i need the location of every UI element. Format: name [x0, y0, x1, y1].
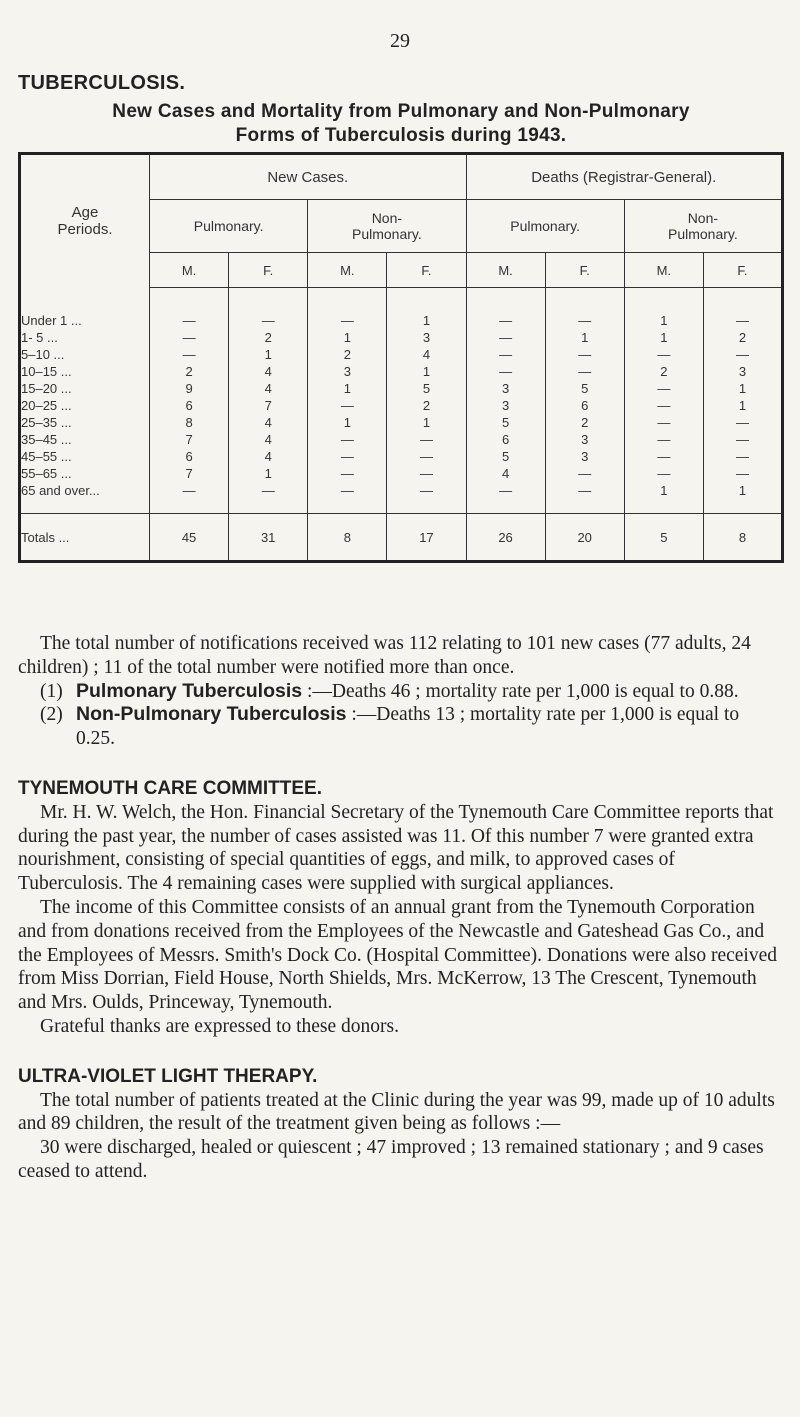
- tuberculosis-table: [18, 152, 784, 563]
- total-cell: 20: [545, 514, 624, 562]
- value-cell: 9: [150, 380, 229, 397]
- value-cell: —: [150, 346, 229, 363]
- age-header-line-1: Age: [71, 204, 99, 222]
- value-cell: —: [308, 397, 387, 414]
- age-periods-header: [20, 154, 150, 288]
- value-cell: —: [624, 397, 703, 414]
- age-period-cell: 25–35 ...: [20, 414, 150, 431]
- age-period-cell: 10–15 ...: [20, 363, 150, 380]
- value-cell: 6: [150, 397, 229, 414]
- col-m: M.: [308, 253, 387, 288]
- total-cell: 26: [466, 514, 545, 562]
- age-period-cell: 45–55 ...: [20, 448, 150, 465]
- value-cell: 1: [624, 329, 703, 346]
- value-cell: 7: [229, 397, 308, 414]
- table-row: [20, 329, 783, 346]
- table-row: [20, 346, 783, 363]
- table-row: [20, 448, 783, 465]
- value-cell: 3: [466, 380, 545, 397]
- value-cell: 3: [387, 329, 466, 346]
- table-row: [20, 465, 783, 482]
- value-cell: 4: [387, 346, 466, 363]
- value-cell: —: [308, 482, 387, 499]
- value-cell: 3: [545, 448, 624, 465]
- value-cell: —: [466, 312, 545, 329]
- col-f: F.: [387, 253, 466, 288]
- value-cell: —: [308, 312, 387, 329]
- value-cell: 2: [387, 397, 466, 414]
- value-cell: 7: [150, 465, 229, 482]
- value-cell: 2: [150, 363, 229, 380]
- table-title-line-2: Forms of Tuberculosis during 1943.: [235, 125, 567, 146]
- value-cell: 2: [545, 414, 624, 431]
- col-f: F.: [545, 253, 624, 288]
- new-non-pulmonary-header: [308, 200, 466, 253]
- value-cell: 1: [308, 414, 387, 431]
- value-cell: 4: [229, 431, 308, 448]
- total-cell: 8: [703, 514, 782, 562]
- care-committee-paragraph-1: Mr. H. W. Welch, the Hon. Financial Secretary of the Tynemouth Care Committee reports that during the past year, the number of cases assisted was 11. Of this number 7 were granted extra nourishment, consisting of special quantities of eggs, and milk, to approved cases of Tuberculosis. The 4 remaining cases were supplied with surgical appliances.: [18, 801, 774, 895]
- value-cell: —: [387, 465, 466, 482]
- total-cell: 31: [229, 514, 308, 562]
- value-cell: 4: [229, 380, 308, 397]
- value-cell: —: [545, 312, 624, 329]
- value-cell: —: [466, 363, 545, 380]
- new-cases-header: New Cases.: [150, 154, 467, 200]
- table-row: [20, 482, 783, 499]
- age-period-cell: 5–10 ...: [20, 346, 150, 363]
- totals-label: Totals ...: [20, 514, 150, 562]
- table-title: [18, 100, 784, 148]
- uv-therapy-paragraph-1: The total number of patients treated at the Clinic during the year was 99, made up of 10 adults and 89 children, the result of the treatment given being as follows :—: [18, 1089, 775, 1135]
- uv-therapy-heading: ULTRA-VIOLET LIGHT THERAPY.: [18, 1065, 318, 1087]
- value-cell: 4: [229, 363, 308, 380]
- value-cell: —: [387, 448, 466, 465]
- age-header-line-2: Periods.: [57, 221, 113, 239]
- value-cell: 8: [150, 414, 229, 431]
- value-cell: 2: [229, 329, 308, 346]
- value-cell: 5: [466, 414, 545, 431]
- age-period-cell: 15–20 ...: [20, 380, 150, 397]
- value-cell: 1: [387, 414, 466, 431]
- care-committee-paragraph-2: The income of this Committee consists of an annual grant from the Tynemouth Corporation and from donations received from the Employees of the Newcastle and Gateshead Gas Co., and the Employees of Messrs. Smith's Dock Co. (Hospital Committee). Donations were also received from Miss Dorrian, Field House, North Shields, Mrs. McKerrow, 13 The Crescent, Tynemouth and Mrs. Oulds, Princeway, Tynemouth.: [18, 896, 777, 1014]
- value-cell: —: [466, 482, 545, 499]
- col-m: M.: [466, 253, 545, 288]
- age-period-cell: 1- 5 ...: [20, 329, 150, 346]
- value-cell: 1: [624, 482, 703, 499]
- value-cell: —: [466, 329, 545, 346]
- table-row: [20, 380, 783, 397]
- value-cell: 1: [545, 329, 624, 346]
- value-cell: 3: [308, 363, 387, 380]
- value-cell: —: [703, 448, 782, 465]
- value-cell: 5: [387, 380, 466, 397]
- table-title-line-1: New Cases and Mortality from Pulmonary and Non-Pulmonary: [112, 101, 690, 122]
- total-cell: 8: [308, 514, 387, 562]
- new-non-line-2: Pulmonary.: [351, 226, 422, 242]
- item-text: :—Deaths 13 ; mortality rate per 1,000 is equal to 0.25.: [76, 704, 740, 750]
- value-cell: 1: [308, 329, 387, 346]
- value-cell: 4: [229, 448, 308, 465]
- value-cell: 3: [466, 397, 545, 414]
- pulmonary-item: [40, 680, 782, 704]
- item-label: Pulmonary Tuberculosis: [76, 679, 303, 702]
- value-cell: —: [545, 346, 624, 363]
- deaths-non-line-1: Non-: [687, 210, 719, 226]
- value-cell: —: [703, 431, 782, 448]
- age-period-cell: Under 1 ...: [20, 312, 150, 329]
- care-committee-heading: TYNEMOUTH CARE COMMITTEE.: [18, 777, 322, 799]
- col-m: M.: [150, 253, 229, 288]
- value-cell: 1: [703, 482, 782, 499]
- value-cell: —: [308, 431, 387, 448]
- value-cell: 3: [703, 363, 782, 380]
- value-cell: —: [229, 482, 308, 499]
- value-cell: 1: [229, 465, 308, 482]
- age-period-cell: 20–25 ...: [20, 397, 150, 414]
- value-cell: —: [387, 482, 466, 499]
- uv-therapy-paragraph-2: 30 were discharged, healed or quiescent ; 47 improved ; 13 remained stationary ; and 9 cases ceased to attend.: [18, 1137, 764, 1182]
- age-period-cell: 65 and over...: [20, 482, 150, 499]
- value-cell: 7: [150, 431, 229, 448]
- value-cell: —: [624, 346, 703, 363]
- total-cell: 45: [150, 514, 229, 562]
- item-number: (1): [40, 680, 63, 702]
- value-cell: —: [703, 346, 782, 363]
- value-cell: 1: [703, 397, 782, 414]
- value-cell: —: [308, 448, 387, 465]
- deaths-header: Deaths (Registrar-General).: [466, 154, 783, 200]
- value-cell: 1: [308, 380, 387, 397]
- value-cell: —: [703, 414, 782, 431]
- value-cell: —: [545, 465, 624, 482]
- value-cell: 2: [308, 346, 387, 363]
- col-f: F.: [703, 253, 782, 288]
- table-row: [20, 431, 783, 448]
- total-cell: 5: [624, 514, 703, 562]
- value-cell: 3: [545, 431, 624, 448]
- value-cell: 1: [703, 380, 782, 397]
- item-number: (2): [40, 704, 63, 726]
- value-cell: 1: [387, 363, 466, 380]
- table-row: [20, 414, 783, 431]
- col-m: M.: [624, 253, 703, 288]
- new-pulmonary-header: Pulmonary.: [150, 200, 308, 253]
- value-cell: —: [387, 431, 466, 448]
- value-cell: 2: [703, 329, 782, 346]
- value-cell: —: [624, 465, 703, 482]
- value-cell: —: [624, 448, 703, 465]
- care-committee-paragraph-3: Grateful thanks are expressed to these donors.: [40, 1015, 400, 1037]
- value-cell: 5: [466, 448, 545, 465]
- totals-row: [20, 514, 783, 562]
- col-f: F.: [229, 253, 308, 288]
- value-cell: 6: [466, 431, 545, 448]
- value-cell: —: [624, 380, 703, 397]
- item-label: Non-Pulmonary Tuberculosis: [76, 703, 347, 726]
- new-non-line-1: Non-: [371, 210, 403, 226]
- total-cell: 17: [387, 514, 466, 562]
- value-cell: —: [545, 363, 624, 380]
- table-row: [20, 312, 783, 329]
- value-cell: 1: [229, 346, 308, 363]
- page-number: 29: [390, 30, 410, 52]
- value-cell: —: [703, 465, 782, 482]
- value-cell: 1: [624, 312, 703, 329]
- value-cell: —: [624, 431, 703, 448]
- page-title: TUBERCULOSIS.: [18, 72, 186, 94]
- age-period-cell: 55–65 ...: [20, 465, 150, 482]
- table-body: [20, 288, 783, 562]
- value-cell: —: [229, 312, 308, 329]
- deaths-non-pulmonary-header: [624, 200, 782, 253]
- value-cell: —: [150, 329, 229, 346]
- value-cell: —: [624, 414, 703, 431]
- value-cell: —: [308, 465, 387, 482]
- value-cell: 2: [624, 363, 703, 380]
- non-pulmonary-item: [40, 703, 782, 751]
- value-cell: 4: [229, 414, 308, 431]
- table-row: [20, 363, 783, 380]
- notifications-paragraph: The total number of notifications received was 112 relating to 101 new cases (77 adults, 24 children) ; 11 of the total number were notified more than once.: [18, 633, 751, 678]
- value-cell: 1: [387, 312, 466, 329]
- value-cell: —: [150, 482, 229, 499]
- value-cell: —: [466, 346, 545, 363]
- value-cell: —: [545, 482, 624, 499]
- value-cell: 4: [466, 465, 545, 482]
- value-cell: 6: [545, 397, 624, 414]
- value-cell: —: [703, 312, 782, 329]
- body-text: [18, 632, 782, 1184]
- value-cell: 6: [150, 448, 229, 465]
- item-text: :—Deaths 46 ; mortality rate per 1,000 is equal to 0.88.: [306, 680, 739, 702]
- deaths-non-line-2: Pulmonary.: [667, 226, 738, 242]
- deaths-pulmonary-header: Pulmonary.: [466, 200, 624, 253]
- table-row: [20, 397, 783, 414]
- value-cell: 5: [545, 380, 624, 397]
- value-cell: —: [150, 312, 229, 329]
- age-period-cell: 35–45 ...: [20, 431, 150, 448]
